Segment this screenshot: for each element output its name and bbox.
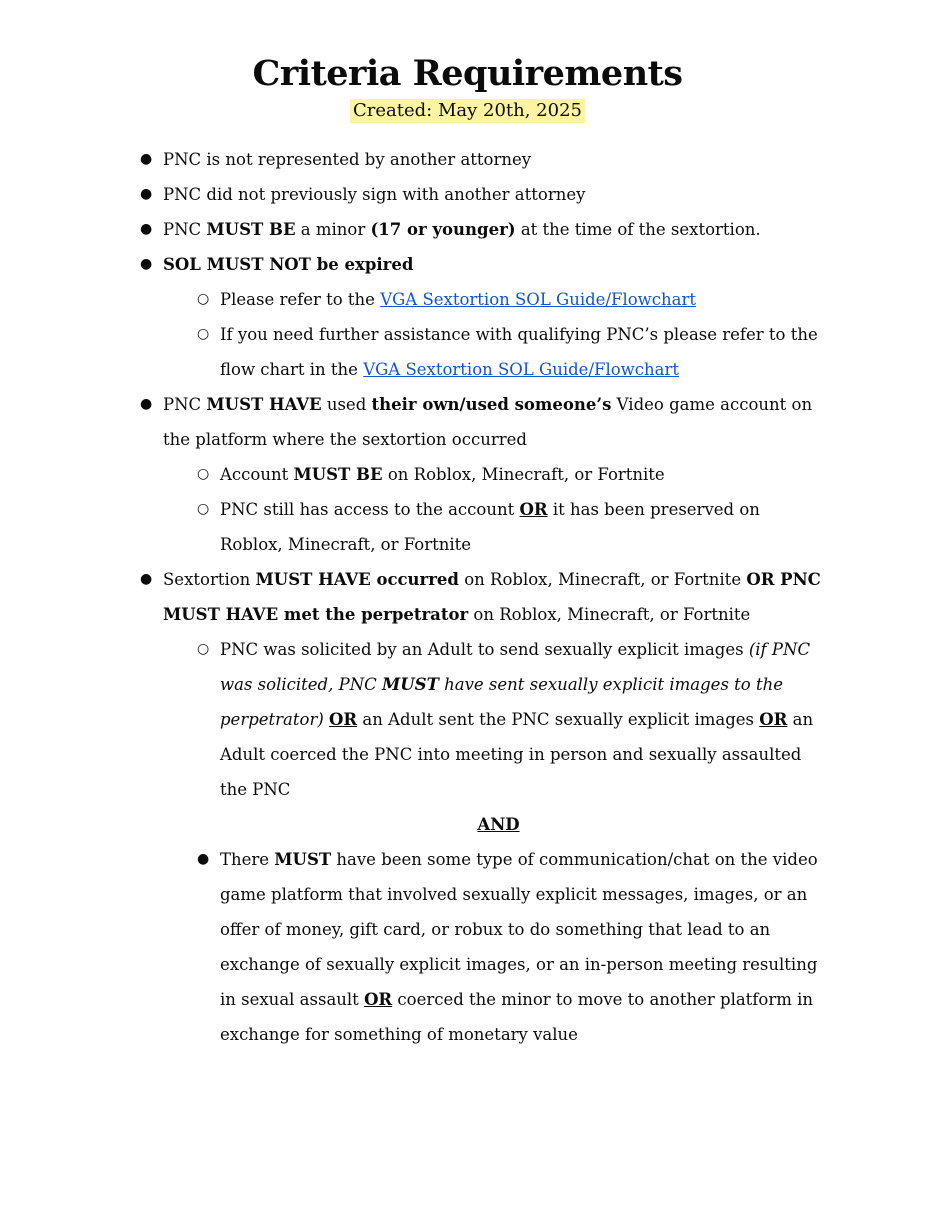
- sol-guide-flowchart-link[interactable]: VGA Sextortion SOL Guide/Flowchart: [380, 290, 697, 309]
- list-item: [197, 842, 825, 1052]
- text-run: PNC still has access to the account: [220, 500, 520, 519]
- text-run: Please refer to the: [220, 290, 381, 309]
- text-run: on Roblox, Minecraft, or Fortnite: [382, 465, 665, 484]
- list-item: [140, 562, 825, 632]
- text-run: on Roblox, Minecraft, or Fortnite: [468, 605, 751, 624]
- text-run: (17 or younger): [370, 220, 516, 239]
- list-item-text: [220, 317, 825, 387]
- text-run: MUST BE: [293, 465, 383, 484]
- list-item-text: [163, 562, 825, 632]
- filled-bullet-icon: ●: [140, 151, 153, 167]
- text-run: have been some type of communication/chat on the video game platform that involved sexually explicit messages, images, or an offer of money, gift card, or robux to do something that lead to an exchange of sexually explicit images, or an in-person meeting resulting in sexual assault: [220, 850, 818, 1009]
- text-run: SOL MUST NOT be expired: [163, 255, 414, 274]
- text-run: used: [321, 395, 372, 414]
- list-item-text: [220, 632, 825, 807]
- filled-bullet-icon: ●: [140, 256, 153, 272]
- text-run: PNC is not represented by another attorney: [163, 150, 532, 169]
- text-run: OR: [329, 710, 358, 729]
- text-run: PNC: [163, 395, 207, 414]
- hollow-bullet-icon: ○: [197, 291, 210, 307]
- text-run: have sent sexually explicit images to the perpetrator): [220, 675, 783, 729]
- list-item-text: [163, 247, 825, 282]
- text-run: at the time of the sextortion.: [515, 220, 761, 239]
- text-run: PNC was solicited by an Adult to send sexually explicit images: [220, 640, 749, 659]
- text-run: If you need further assistance with qualifying PNC’s please refer to the flow chart in the: [220, 325, 818, 379]
- text-run: it has been preserved on Roblox, Minecraft, or Fortnite: [220, 500, 760, 554]
- list-item-text: [220, 492, 825, 562]
- document-body: [0, 123, 935, 1052]
- list-item-text: [220, 282, 825, 317]
- text-run: OR: [519, 500, 548, 519]
- list-item: [140, 212, 825, 247]
- text-run: OR PNC MUST HAVE met the perpetrator: [163, 570, 821, 624]
- sol-guide-flowchart-link[interactable]: VGA Sextortion SOL Guide/Flowchart: [363, 360, 680, 379]
- text-run: MUST: [274, 850, 332, 869]
- list-item: [197, 457, 825, 492]
- text-run: MUST: [382, 675, 439, 694]
- list-item: [197, 317, 825, 387]
- filled-bullet-icon: ●: [140, 396, 153, 412]
- list-item: [197, 492, 825, 562]
- list-item-text: [172, 807, 825, 842]
- list-item-text: [163, 387, 825, 457]
- text-run: an Adult sent the PNC sexually explicit images: [357, 710, 760, 729]
- text-run: coerced the minor to move to another platform in exchange for something of monetary value: [220, 990, 814, 1044]
- hollow-bullet-icon: ○: [197, 466, 210, 482]
- and-separator: [140, 807, 825, 842]
- list-item-text: [220, 457, 825, 492]
- document-title: Criteria Requirements: [252, 53, 683, 94]
- text-run: (if PNC was solicited, PNC: [220, 640, 811, 694]
- text-run: MUST BE: [206, 220, 296, 239]
- text-run: an Adult coerced the PNC into meeting in person and sexually assaulted the PNC: [220, 710, 814, 799]
- list-item-text: [163, 142, 825, 177]
- text-run: OR: [759, 710, 788, 729]
- list-item: [140, 142, 825, 177]
- list-item: [140, 247, 825, 282]
- list-item-text: [163, 212, 825, 247]
- subtitle-row: [0, 99, 935, 123]
- filled-bullet-icon: ●: [197, 851, 210, 867]
- text-run: MUST HAVE: [206, 395, 322, 414]
- text-run: AND: [477, 815, 520, 834]
- text-run: their own/used someone’s: [371, 395, 612, 414]
- hollow-bullet-icon: ○: [197, 501, 210, 517]
- filled-bullet-icon: ●: [140, 186, 153, 202]
- text-run: Video game account on the platform where the sextortion occurred: [163, 395, 813, 449]
- hollow-bullet-icon: ○: [197, 326, 210, 342]
- list-item-text: [163, 177, 825, 212]
- list-item: [140, 177, 825, 212]
- text-run: PNC: [163, 220, 207, 239]
- list-item: [140, 387, 825, 457]
- created-date-highlight: Created: May 20th, 2025: [350, 99, 585, 123]
- text-run: PNC did not previously sign with another attorney: [163, 185, 586, 204]
- text-run: MUST HAVE occurred: [255, 570, 459, 589]
- list-item-text: [220, 842, 825, 1052]
- text-run: Sextortion: [163, 570, 256, 589]
- filled-bullet-icon: ●: [140, 221, 153, 237]
- list-item: [197, 282, 825, 317]
- text-run: There: [220, 850, 275, 869]
- filled-bullet-icon: ●: [140, 571, 153, 587]
- text-run: Account: [220, 465, 294, 484]
- text-run: on Roblox, Minecraft, or Fortnite: [458, 570, 747, 589]
- text-run: a minor: [295, 220, 371, 239]
- hollow-bullet-icon: ○: [197, 641, 210, 657]
- text-run: OR: [364, 990, 393, 1009]
- list-item: [197, 632, 825, 807]
